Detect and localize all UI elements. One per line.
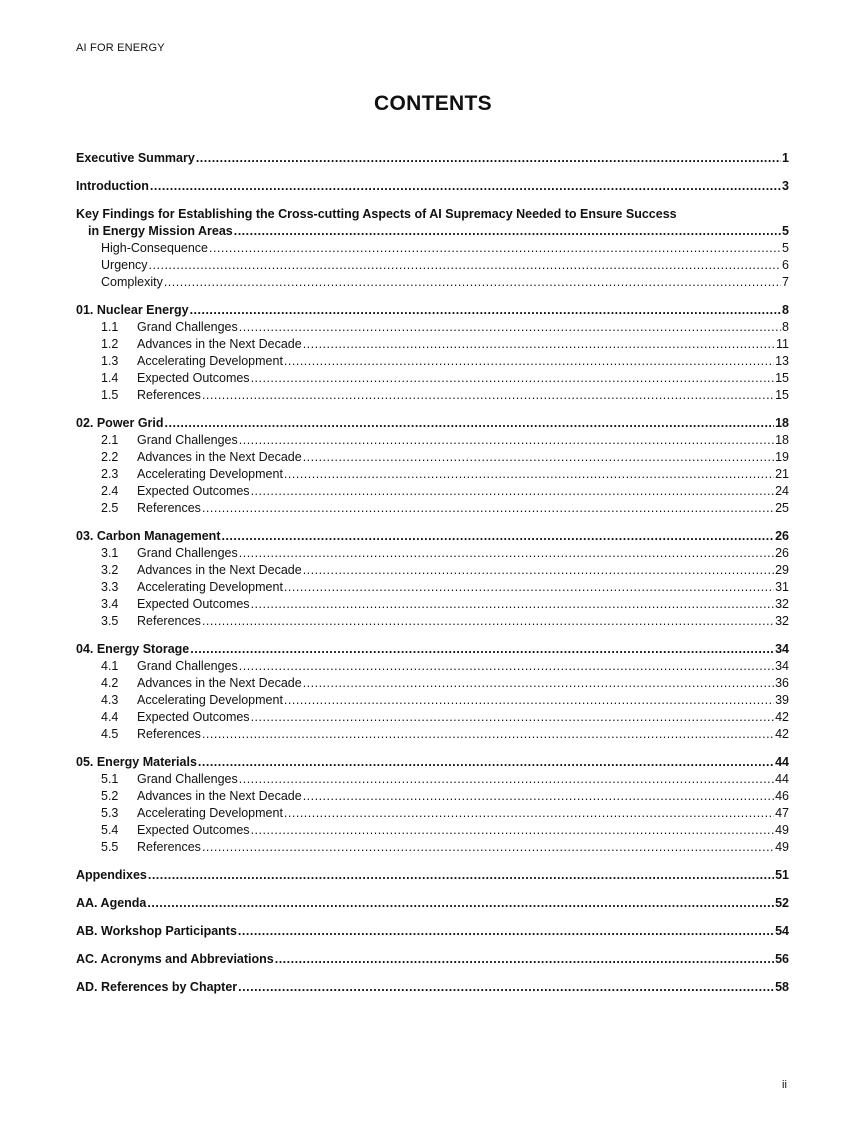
toc-section-number: 5.4: [101, 823, 119, 837]
toc-section-title: Accelerating Development: [137, 806, 283, 820]
toc-section-number: 1.3: [101, 354, 119, 368]
toc-entry-page: 5: [782, 224, 789, 238]
toc-section[interactable]: [76, 449, 789, 466]
table-of-contents: [76, 150, 789, 996]
toc-section-title: Advances in the Next Decade: [137, 789, 302, 803]
toc-section-number: 2.5: [101, 501, 119, 515]
dot-leader: [221, 528, 774, 545]
toc-entry-page: 1: [782, 151, 789, 165]
toc-chapter-title: 03. Carbon Management: [76, 529, 221, 543]
toc-entry-title: AA. Agenda: [76, 896, 147, 910]
toc-section-page: 31: [775, 580, 789, 594]
dot-leader: [148, 867, 774, 884]
toc-entry-title: Key Findings for Establishing the Cross-cutting Aspects of AI Supremacy Needed to Ensure Success: [76, 207, 677, 221]
toc-section[interactable]: [76, 579, 789, 596]
dot-leader: [190, 302, 781, 319]
toc-section-page: 15: [775, 371, 789, 385]
toc-chapter-title: 05. Energy Materials: [76, 755, 197, 769]
toc-subentry[interactable]: [76, 240, 789, 257]
toc-section-number: 3.5: [101, 614, 119, 628]
toc-subentry-title: High-Consequence: [101, 241, 209, 255]
toc-section-number: 4.5: [101, 727, 119, 741]
toc-section-title: Grand Challenges: [137, 546, 238, 560]
toc-chapter-page: 26: [775, 529, 789, 543]
toc-section[interactable]: [76, 692, 789, 709]
toc-section-number: 3.2: [101, 563, 119, 577]
toc-chapter-title: 02. Power Grid: [76, 416, 164, 430]
toc-entry-references-by-chapter[interactable]: [76, 979, 789, 996]
toc-chapter-energy-storage: [76, 641, 789, 743]
toc-chapter-energy-materials: [76, 754, 789, 856]
toc-section-page: 19: [775, 450, 789, 464]
toc-section-number: 3.4: [101, 597, 119, 611]
toc-section-title: References: [137, 501, 201, 515]
toc-section[interactable]: [76, 658, 789, 675]
toc-section-number: 5.2: [101, 789, 119, 803]
dot-leader: [251, 370, 775, 387]
toc-section-title: References: [137, 388, 201, 402]
toc-entry-title: AB. Workshop Participants: [76, 924, 237, 938]
toc-chapter-title: 04. Energy Storage: [76, 642, 190, 656]
toc-section-title: References: [137, 727, 201, 741]
toc-entry-agenda[interactable]: [76, 895, 789, 912]
toc-entry-workshop-participants[interactable]: [76, 923, 789, 940]
toc-section-number: 2.1: [101, 433, 119, 447]
toc-section[interactable]: [76, 545, 789, 562]
dot-leader: [150, 178, 781, 195]
toc-section-title: Grand Challenges: [137, 320, 238, 334]
toc-chapter-page: 44: [775, 755, 789, 769]
toc-section-page: 21: [775, 467, 789, 481]
toc-section-title: Expected Outcomes: [137, 371, 250, 385]
toc-section-page: 29: [775, 563, 789, 577]
dot-leader: [284, 353, 774, 370]
toc-entry-title: AC. Acronyms and Abbreviations: [76, 952, 274, 966]
toc-section-title: Accelerating Development: [137, 580, 283, 594]
dot-leader: [196, 150, 781, 167]
toc-section[interactable]: [76, 709, 789, 726]
dot-leader: [284, 579, 774, 596]
toc-section-number: 1.4: [101, 371, 119, 385]
toc-entry-executive-summary[interactable]: [76, 150, 789, 167]
toc-section-page: 26: [775, 546, 789, 560]
toc-section[interactable]: [76, 387, 789, 404]
toc-section-page: 36: [775, 676, 789, 690]
dot-leader: [251, 596, 775, 613]
dot-leader: [303, 788, 774, 805]
toc-subentry-title: Complexity: [101, 275, 163, 289]
toc-section[interactable]: [76, 500, 789, 517]
toc-section-title: Grand Challenges: [137, 659, 238, 673]
toc-section-page: 8: [782, 320, 789, 334]
toc-section-title: Expected Outcomes: [137, 710, 250, 724]
toc-section-page: 47: [775, 806, 789, 820]
toc-chapter-heading[interactable]: [76, 754, 789, 771]
dot-leader: [198, 754, 774, 771]
toc-subentry-page: 5: [782, 241, 789, 255]
toc-section-title: References: [137, 614, 201, 628]
toc-section-title: Expected Outcomes: [137, 823, 250, 837]
toc-chapter-carbon-management: [76, 528, 789, 630]
toc-section-number: 1.5: [101, 388, 119, 402]
dot-leader: [303, 675, 774, 692]
toc-section-number: 4.2: [101, 676, 119, 690]
toc-chapter-page: 8: [782, 303, 789, 317]
toc-entry-title-continued: [76, 223, 789, 240]
dot-leader: [251, 709, 775, 726]
toc-section-page: 49: [775, 823, 789, 837]
toc-section-page: 13: [775, 354, 789, 368]
toc-section-title: Advances in the Next Decade: [137, 676, 302, 690]
toc-section-title: Accelerating Development: [137, 354, 283, 368]
toc-section-number: 5.5: [101, 840, 119, 854]
dot-leader: [202, 839, 774, 856]
toc-section-number: 3.3: [101, 580, 119, 594]
dot-leader: [303, 336, 775, 353]
toc-section-page: 25: [775, 501, 789, 515]
toc-section-page: 42: [775, 710, 789, 724]
toc-subentry-page: 6: [782, 258, 789, 272]
toc-section-number: 4.4: [101, 710, 119, 724]
dot-leader: [239, 658, 774, 675]
toc-entry-title: Appendixes: [76, 868, 147, 882]
toc-entry-title: Introduction: [76, 179, 149, 193]
toc-section-page: 15: [775, 388, 789, 402]
toc-entry-page: 54: [775, 924, 789, 938]
toc-entry-key-findings[interactable]: [76, 206, 789, 291]
dot-leader: [164, 274, 781, 291]
dot-leader: [239, 771, 774, 788]
toc-section-page: 32: [775, 614, 789, 628]
toc-section[interactable]: [76, 562, 789, 579]
toc-section[interactable]: [76, 726, 789, 743]
toc-section-number: 4.3: [101, 693, 119, 707]
dot-leader: [303, 562, 774, 579]
toc-section-page: 11: [776, 337, 789, 351]
toc-section[interactable]: [76, 483, 789, 500]
toc-entry-page: 56: [775, 952, 789, 966]
toc-section[interactable]: [76, 771, 789, 788]
dot-leader: [147, 895, 774, 912]
toc-section-title: Advances in the Next Decade: [137, 450, 302, 464]
toc-section-page: 34: [775, 659, 789, 673]
toc-chapter-nuclear-energy: [76, 302, 789, 404]
toc-section[interactable]: [76, 466, 789, 483]
toc-section-number: 3.1: [101, 546, 119, 560]
toc-section-number: 2.4: [101, 484, 119, 498]
toc-section-title: Expected Outcomes: [137, 484, 250, 498]
toc-chapter-power-grid: [76, 415, 789, 517]
dot-leader: [239, 545, 774, 562]
dot-leader: [234, 223, 781, 240]
toc-subentry[interactable]: [76, 274, 789, 291]
toc-section[interactable]: [76, 370, 789, 387]
toc-section-title: Expected Outcomes: [137, 597, 250, 611]
dot-leader: [303, 449, 774, 466]
dot-leader: [284, 805, 774, 822]
toc-section-page: 46: [775, 789, 789, 803]
running-header: AI FOR ENERGY: [76, 42, 165, 54]
toc-subentry[interactable]: [76, 257, 789, 274]
toc-entry-title: in Energy Mission Areas: [88, 224, 233, 238]
dot-leader: [202, 387, 774, 404]
page-number: ii: [782, 1079, 787, 1091]
toc-subentry-page: 7: [782, 275, 789, 289]
toc-section-title: Advances in the Next Decade: [137, 563, 302, 577]
toc-chapter-heading[interactable]: [76, 641, 789, 658]
toc-entry-page: 52: [775, 896, 789, 910]
toc-section-page: 39: [775, 693, 789, 707]
toc-entry-page: 51: [775, 868, 789, 882]
toc-section-page: 44: [775, 772, 789, 786]
dot-leader: [239, 432, 774, 449]
toc-section[interactable]: [76, 432, 789, 449]
toc-chapter-title: 01. Nuclear Energy: [76, 303, 189, 317]
toc-section[interactable]: [76, 805, 789, 822]
dot-leader: [165, 415, 775, 432]
toc-section[interactable]: [76, 788, 789, 805]
toc-entry-appendixes[interactable]: [76, 867, 789, 884]
toc-section-title: Accelerating Development: [137, 467, 283, 481]
toc-chapter-heading[interactable]: [76, 528, 789, 545]
toc-section-page: 18: [775, 433, 789, 447]
toc-section[interactable]: [76, 319, 789, 336]
dot-leader: [251, 483, 775, 500]
dot-leader: [202, 613, 774, 630]
dot-leader: [202, 726, 774, 743]
toc-entry-title: Executive Summary: [76, 151, 195, 165]
page-title: CONTENTS: [374, 92, 492, 115]
toc-chapter-heading[interactable]: [76, 415, 789, 432]
toc-section-page: 42: [775, 727, 789, 741]
toc-chapter-page: 18: [775, 416, 789, 430]
toc-chapter-heading[interactable]: [76, 302, 789, 319]
dot-leader: [190, 641, 774, 658]
toc-section[interactable]: [76, 675, 789, 692]
toc-chapter-page: 34: [775, 642, 789, 656]
toc-section[interactable]: [76, 596, 789, 613]
toc-section-number: 4.1: [101, 659, 119, 673]
toc-section-title: References: [137, 840, 201, 854]
dot-leader: [284, 692, 774, 709]
toc-entry-title: AD. References by Chapter: [76, 980, 238, 994]
dot-leader: [209, 240, 781, 257]
toc-section-page: 32: [775, 597, 789, 611]
toc-entry-acronyms[interactable]: [76, 951, 789, 968]
dot-leader: [251, 822, 775, 839]
toc-section-title: Grand Challenges: [137, 772, 238, 786]
dot-leader: [238, 923, 774, 940]
toc-section[interactable]: [76, 839, 789, 856]
toc-section-number: 1.1: [101, 320, 119, 334]
toc-section-title: Grand Challenges: [137, 433, 238, 447]
toc-section-page: 49: [775, 840, 789, 854]
toc-subentry-title: Urgency: [101, 258, 148, 272]
toc-section-title: Advances in the Next Decade: [137, 337, 302, 351]
dot-leader: [149, 257, 782, 274]
toc-entry-page: 58: [775, 980, 789, 994]
toc-section-number: 2.2: [101, 450, 119, 464]
toc-section[interactable]: [76, 353, 789, 370]
toc-section-page: 24: [775, 484, 789, 498]
dot-leader: [238, 979, 774, 996]
toc-section-number: 5.3: [101, 806, 119, 820]
toc-section-number: 5.1: [101, 772, 119, 786]
dot-leader: [202, 500, 774, 517]
dot-leader: [275, 951, 774, 968]
dot-leader: [284, 466, 774, 483]
toc-section[interactable]: [76, 336, 789, 353]
toc-section[interactable]: [76, 613, 789, 630]
dot-leader: [239, 319, 781, 336]
toc-section[interactable]: [76, 822, 789, 839]
toc-entry-page: 3: [782, 179, 789, 193]
toc-entry-introduction[interactable]: [76, 178, 789, 195]
toc-section-title: Accelerating Development: [137, 693, 283, 707]
toc-section-number: 1.2: [101, 337, 119, 351]
toc-section-number: 2.3: [101, 467, 119, 481]
